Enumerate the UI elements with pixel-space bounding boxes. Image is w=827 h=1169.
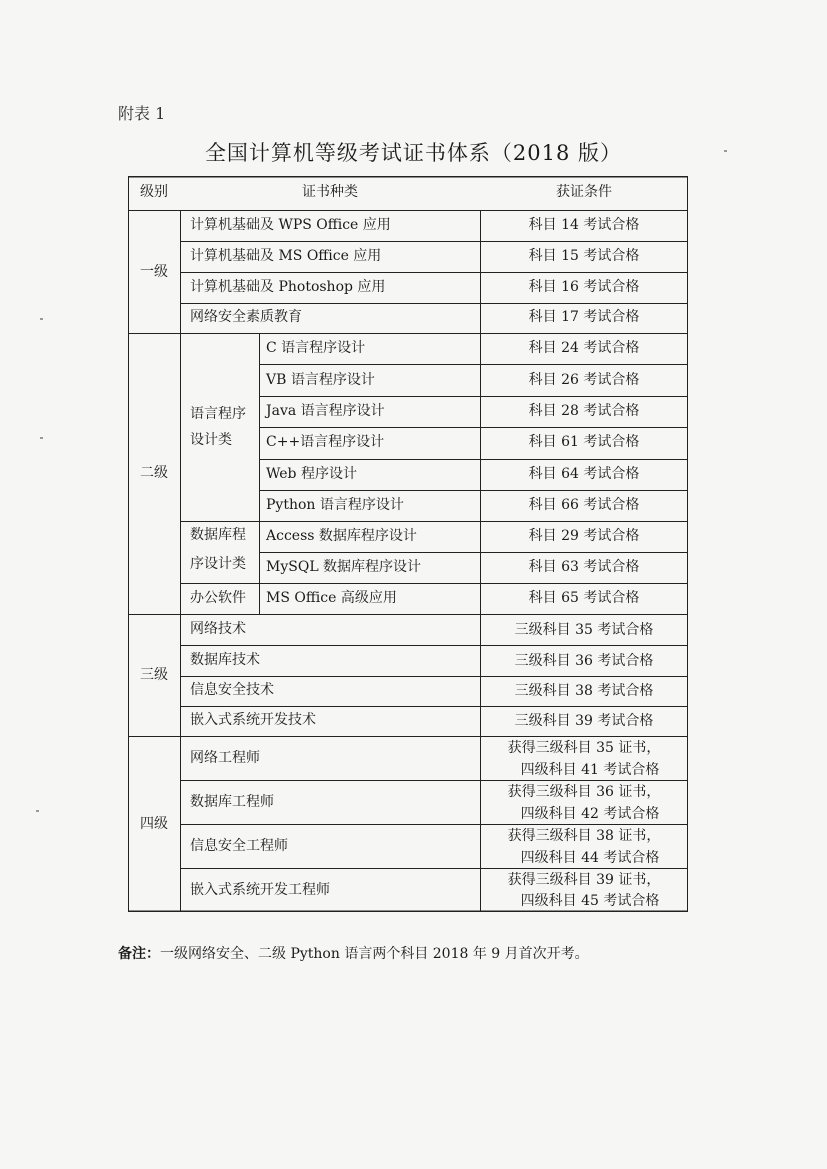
l2-cond: 科目 66 考试合格 (528, 497, 640, 513)
footnote-label: 备注： (118, 946, 160, 962)
l2-cond: 科目 24 考试合格 (528, 340, 640, 356)
certificate-table (128, 176, 688, 912)
l2-cert: Python 语言程序设计 (266, 497, 404, 513)
l4-cert: 数据库工程师 (190, 794, 274, 810)
scan-speck (36, 810, 39, 812)
l2-cond: 科目 26 考试合格 (528, 372, 640, 388)
l4-cert: 网络工程师 (190, 750, 260, 766)
document-title: 全国计算机等级考试证书体系（2018 版） (204, 141, 623, 165)
l4-cond-line2: 四级科目 41 考试合格 (520, 762, 660, 778)
l1-cert: 计算机基础及 WPS Office 应用 (190, 217, 391, 233)
level-1-label: 一级 (140, 264, 168, 280)
l4-cond-line2: 四级科目 44 考试合格 (520, 850, 660, 866)
scan-speck (40, 318, 43, 320)
level-4-label: 四级 (140, 816, 168, 832)
l4-cond-line2: 四级科目 45 考试合格 (520, 893, 660, 909)
l4-cond-line1: 获得三级科目 38 证书， (507, 828, 661, 844)
header-cond: 获证条件 (556, 184, 612, 200)
l2-cond: 科目 61 考试合格 (528, 434, 640, 450)
l2-cert: Access 数据库程序设计 (266, 528, 417, 544)
l2-cond: 科目 64 考试合格 (528, 466, 640, 482)
l2-group-name: 序设计类 (190, 556, 246, 572)
footnote (118, 943, 589, 963)
l1-cond: 科目 15 考试合格 (528, 248, 640, 264)
l3-cond: 三级科目 35 考试合格 (514, 622, 654, 638)
l3-cert: 数据库技术 (190, 652, 260, 668)
l2-cert: C++语言程序设计 (266, 434, 385, 450)
l1-cond: 科目 16 考试合格 (528, 279, 640, 295)
l3-cert: 信息安全技术 (190, 682, 274, 698)
l4-cert: 信息安全工程师 (190, 838, 288, 854)
l4-cond-line1: 获得三级科目 35 证书， (507, 740, 661, 756)
l3-cond: 三级科目 36 考试合格 (514, 653, 654, 669)
l2-group-name: 设计类 (190, 432, 232, 448)
l2-cond: 科目 63 考试合格 (528, 559, 640, 575)
l1-cert: 网络安全素质教育 (190, 309, 302, 325)
l2-cert: MS Office 高级应用 (266, 590, 397, 606)
level-3-label: 三级 (140, 667, 168, 683)
attachment-label: 附表 1 (118, 104, 166, 123)
l2-cond: 科目 28 考试合格 (528, 403, 640, 419)
l2-cert: VB 语言程序设计 (266, 372, 375, 388)
l2-cert: MySQL 数据库程序设计 (266, 559, 422, 575)
l3-cert: 网络技术 (190, 621, 246, 637)
header-cert: 证书种类 (302, 184, 358, 200)
footnote-text: 一级网络安全、二级 Python 语言两个科目 2018 年 9 月首次开考。 (160, 946, 589, 962)
l1-cond: 科目 17 考试合格 (528, 309, 640, 325)
l3-cond: 三级科目 38 考试合格 (514, 683, 654, 699)
l4-cert: 嵌入式系统开发工程师 (190, 882, 330, 898)
l2-cond: 科目 29 考试合格 (528, 528, 640, 544)
l4-cond-line1: 获得三级科目 36 证书， (507, 784, 661, 800)
l2-cert: Web 程序设计 (266, 466, 357, 482)
l2-cert: C 语言程序设计 (266, 340, 366, 356)
l4-cond-line1: 获得三级科目 39 证书， (507, 872, 661, 888)
l2-group-name: 数据库程 (190, 527, 246, 543)
l2-cert: Java 语言程序设计 (266, 403, 385, 419)
scan-speck (724, 150, 727, 152)
l1-cond: 科目 14 考试合格 (528, 217, 640, 233)
l3-cond: 三级科目 39 考试合格 (514, 713, 654, 729)
l2-cond: 科目 65 考试合格 (528, 590, 640, 606)
l2-group-name: 办公软件 (190, 590, 246, 606)
level-2-label: 二级 (140, 465, 168, 481)
l3-cert: 嵌入式系统开发技术 (190, 712, 316, 728)
l1-cert: 计算机基础及 Photoshop 应用 (190, 279, 386, 295)
l1-cert: 计算机基础及 MS Office 应用 (190, 248, 382, 264)
l2-group-name: 语言程序 (190, 406, 246, 422)
header-level: 级别 (140, 184, 168, 200)
scan-speck (40, 437, 43, 439)
l4-cond-line2: 四级科目 42 考试合格 (520, 806, 660, 822)
